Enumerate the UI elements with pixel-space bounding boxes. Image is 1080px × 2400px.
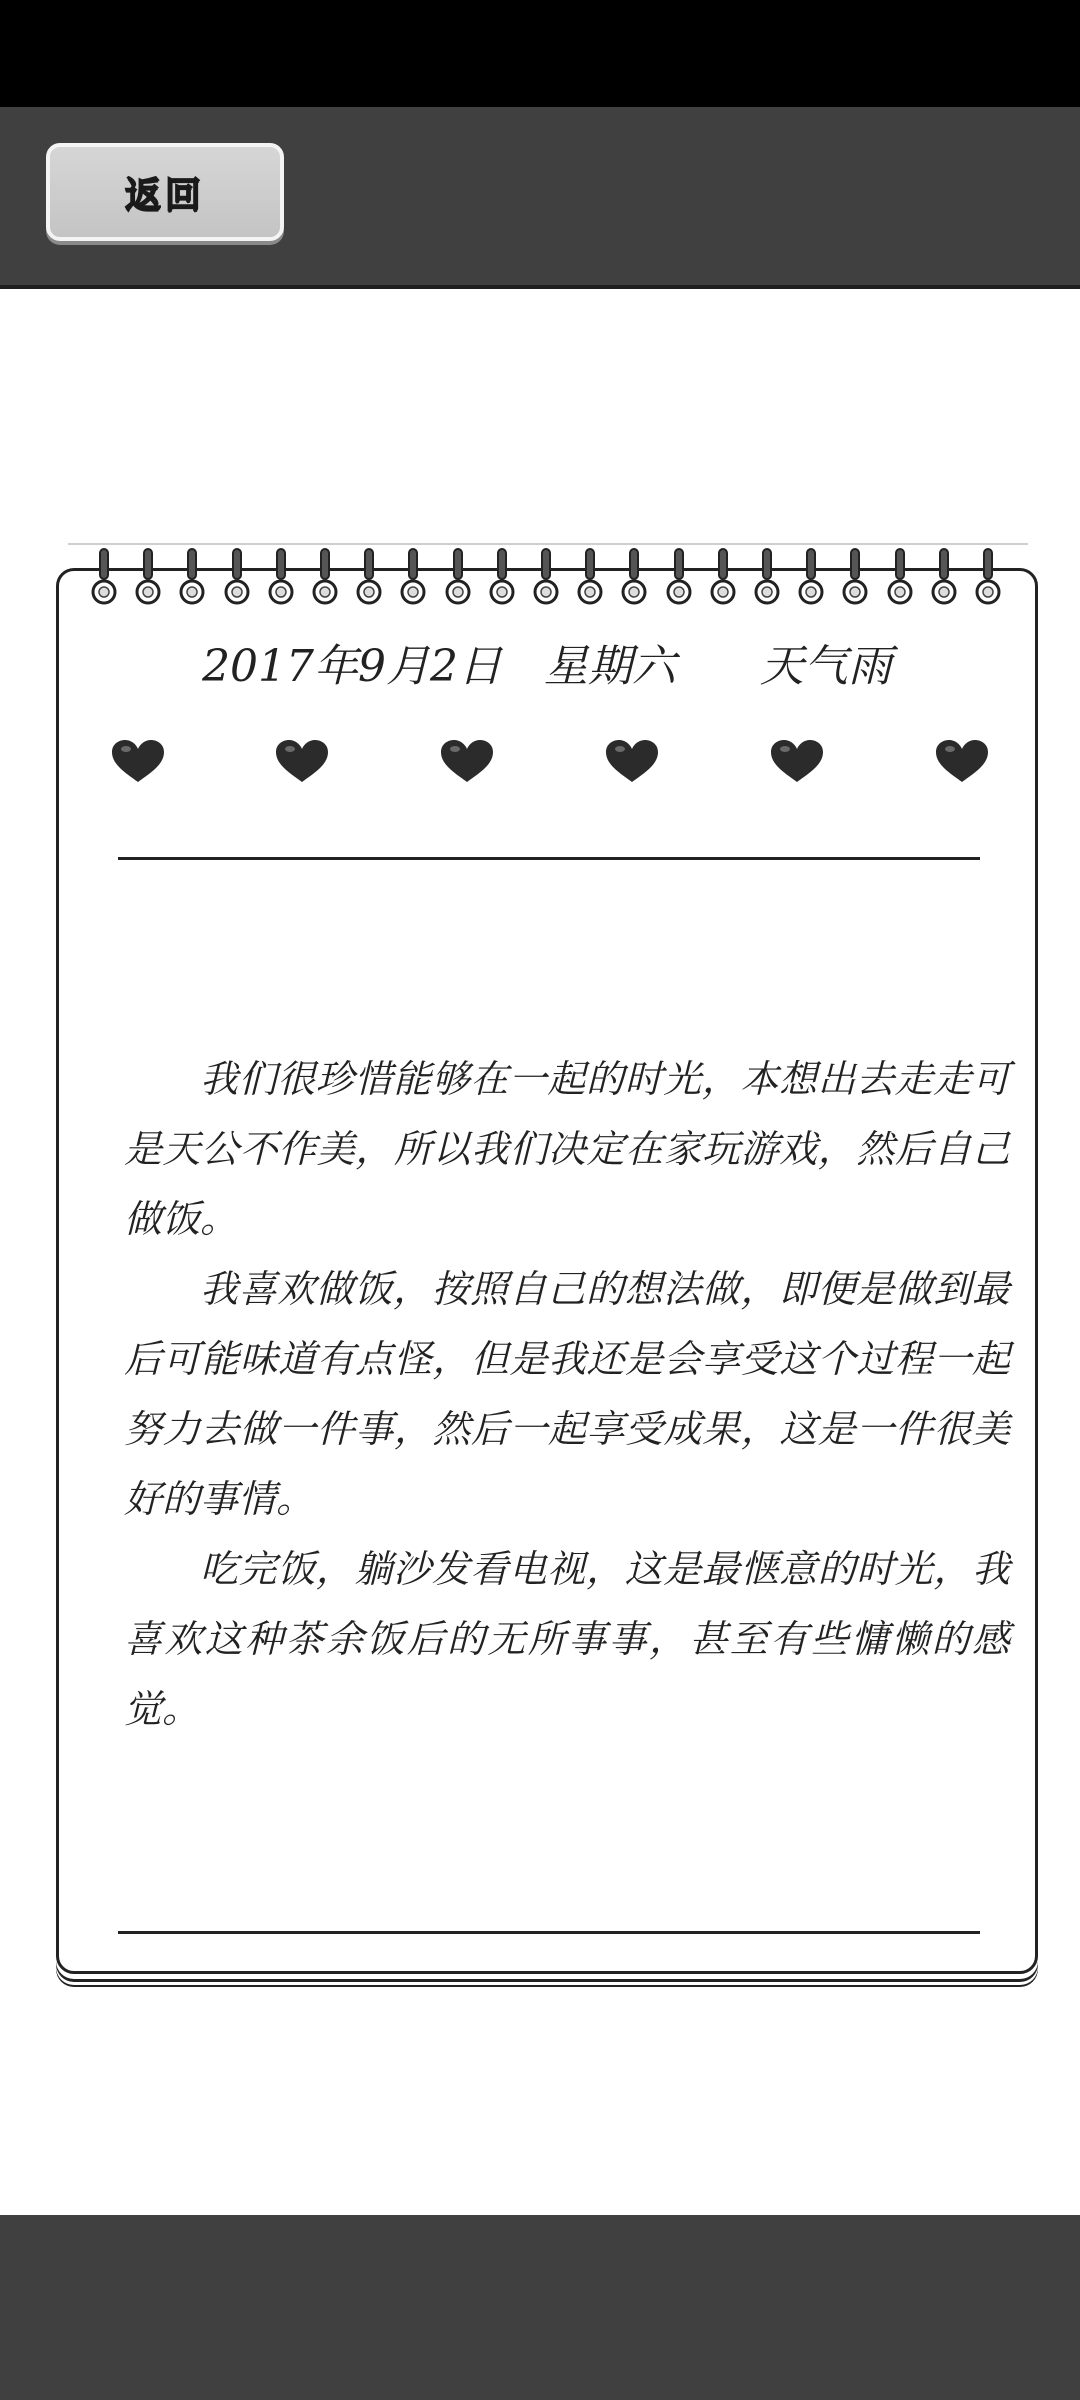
- heart-icon: [934, 738, 990, 786]
- notebook-top-edge: [68, 543, 1028, 545]
- diary-date-line: [56, 630, 1038, 694]
- diary-text: [124, 1044, 1010, 1744]
- heart-icon: [439, 738, 495, 786]
- heart-icon: [604, 738, 660, 786]
- diary-weekday: 星期六: [544, 641, 676, 692]
- spiral-ring-icon: [753, 548, 781, 606]
- diary-weather: 天气雨: [759, 641, 892, 692]
- spiral-ring-icon: [886, 548, 914, 606]
- spiral-ring-icon: [797, 548, 825, 606]
- spiral-ring-icon: [974, 548, 1002, 606]
- spiral-ring-icon: [178, 548, 206, 606]
- spiral-ring-icon: [576, 548, 604, 606]
- spiral-ring-icon: [841, 548, 869, 606]
- divider-top: [118, 857, 980, 860]
- spiral-ring-icon: [532, 548, 560, 606]
- heart-icon: [110, 738, 166, 786]
- spiral-ring-icon: [930, 548, 958, 606]
- top-bar: [0, 107, 1080, 289]
- spiral-ring-icon: [709, 548, 737, 606]
- status-bar: [0, 0, 1080, 107]
- diary-paragraph: 吃完饭，躺沙发看电视，这是最惬意的时光，我喜欢这种茶余饭后的无所事事，甚至有些慵懒的感觉。: [124, 1547, 1010, 1731]
- diary-paragraph: 我们很珍惜能够在一起的时光，本想出去走走可是天公不作美，所以我们决定在家玩游戏，然后自己做饭。: [124, 1057, 1010, 1241]
- spiral-ring-icon: [399, 548, 427, 606]
- spiral-ring-icon: [223, 548, 251, 606]
- spiral-ring-icon: [311, 548, 339, 606]
- spiral-ring-icon: [444, 548, 472, 606]
- spiral-ring-icon: [488, 548, 516, 606]
- spiral-ring-icon: [355, 548, 383, 606]
- diary-date: 2017年9月2日: [202, 641, 503, 692]
- diary-paragraph: 我喜欢做饭，按照自己的想法做，即便是做到最后可能味道有点怪，但是我还是会享受这个过程一起努力去做一件事，然后一起享受成果，这是一件很美好的事情。: [124, 1267, 1010, 1521]
- spiral-ring-icon: [620, 548, 648, 606]
- back-button[interactable]: 返回: [46, 143, 284, 241]
- divider-bottom: [118, 1931, 980, 1934]
- heart-row: [0, 738, 1080, 788]
- spiral-ring-icon: [134, 548, 162, 606]
- bottom-bar: [0, 2215, 1080, 2400]
- spiral-ring-icon: [665, 548, 693, 606]
- spiral-ring-icon: [90, 548, 118, 606]
- heart-icon: [274, 738, 330, 786]
- heart-icon: [769, 738, 825, 786]
- spiral-ring-icon: [267, 548, 295, 606]
